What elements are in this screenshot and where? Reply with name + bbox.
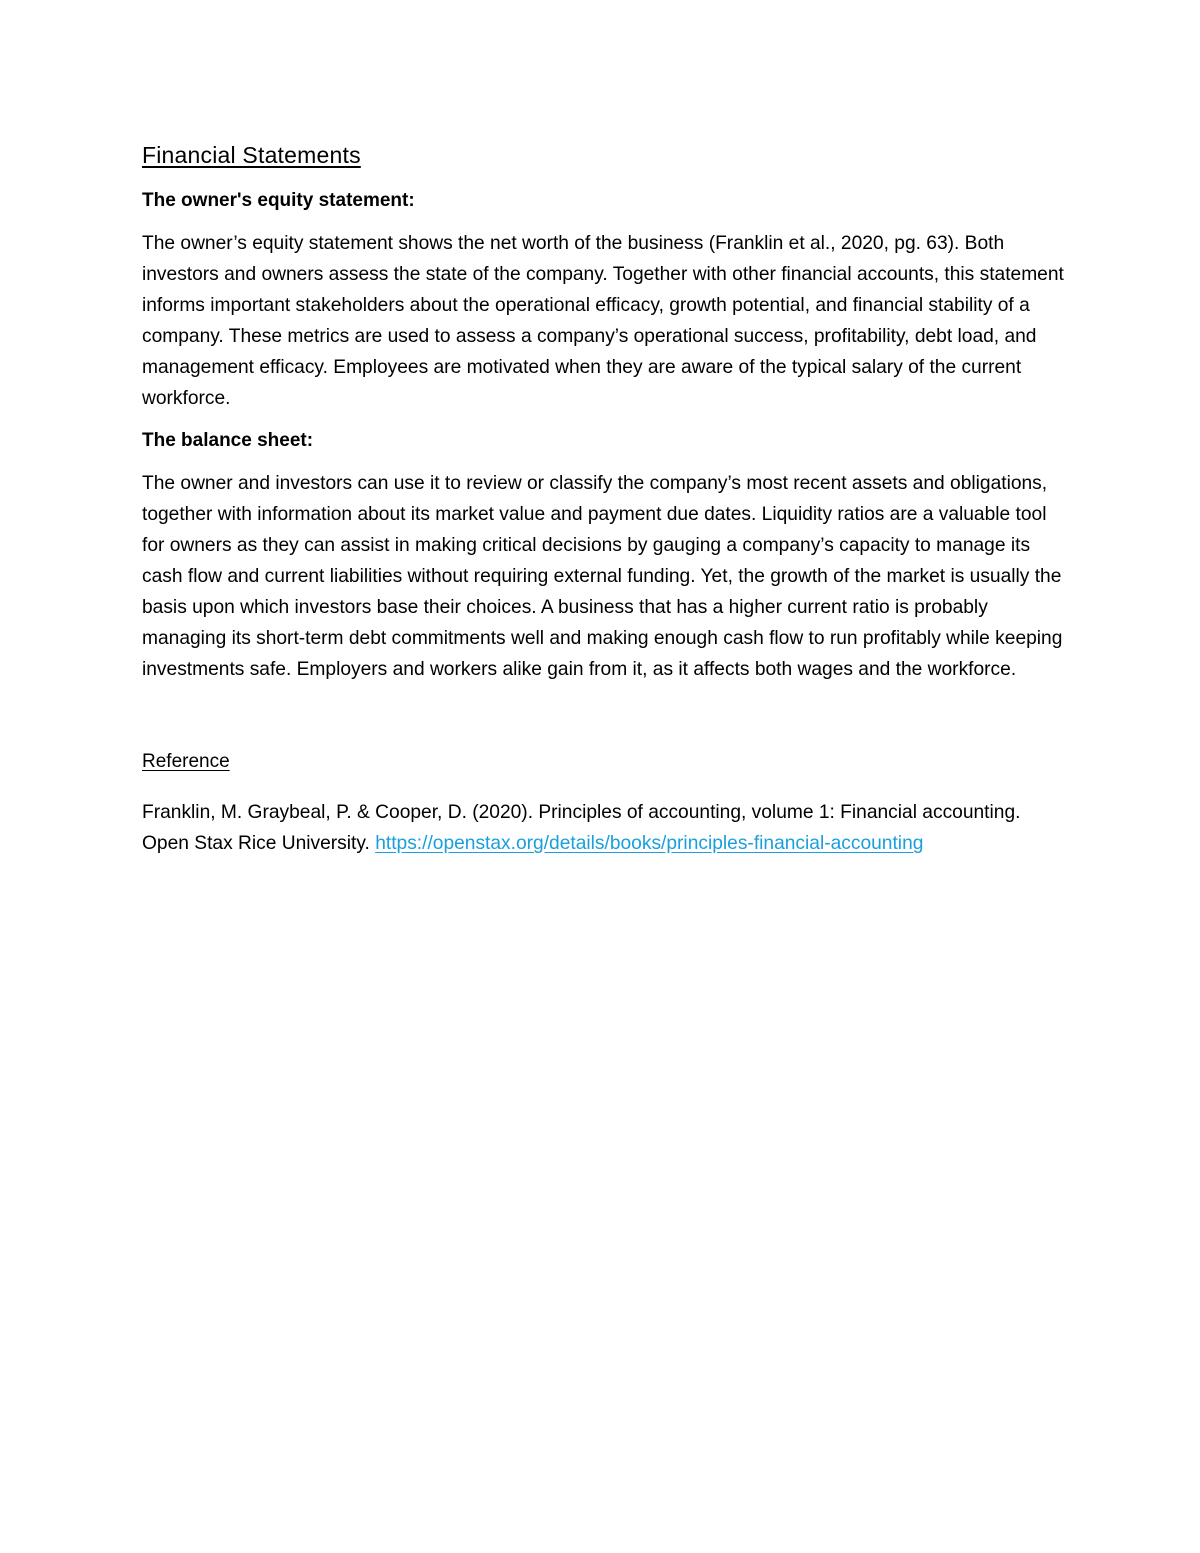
document-title: Financial Statements xyxy=(142,142,361,168)
section-heading-balance-sheet: The balance sheet: xyxy=(142,430,314,451)
paragraph-owners-equity: The owner’s equity statement shows the net worth of the business (Franklin et al., 2020, pg. 63). Both investors and owners assess the state of the company. Together with other financial accounts, this statement informs important stakeholders about the operational efficacy, growth potential, and financial stability of a company. These metrics are used to assess a company’s operational success, profitability, debt load, and management efficacy. Employees are motivated when they are aware of the typical salary of the current workforce. xyxy=(142,233,1064,409)
reference-citation: Franklin, M. Graybeal, P. & Cooper, D. (2020). Principles of accounting, volume 1: Financial accounting. Open Stax Rice University. xyxy=(142,802,1021,854)
reference-heading: Reference xyxy=(142,751,230,772)
reference-link[interactable]: https://openstax.org/details/books/principles-financial-accounting xyxy=(375,833,924,854)
section-heading-owners-equity: The owner's equity statement: xyxy=(142,190,415,211)
paragraph-balance-sheet: The owner and investors can use it to review or classify the company’s most recent assets and obligations, together with information about its market value and payment due dates. Liquidity ratios are a valuable tool for owners as they can assist in making critical decisions by gauging a company’s capacity to manage its cash flow and current liabilities without requiring external funding. Yet, the growth of the market is usually the basis upon which investors base their choices. A business that has a higher current ratio is probably managing its short-term debt commitments well and making enough cash flow to run profitably while keeping investments safe. Employers and workers alike gain from it, as it affects both wages and the workforce. xyxy=(142,473,1063,680)
reference-entry xyxy=(142,797,1067,859)
document-body xyxy=(142,138,1067,859)
spacer xyxy=(142,697,1067,747)
